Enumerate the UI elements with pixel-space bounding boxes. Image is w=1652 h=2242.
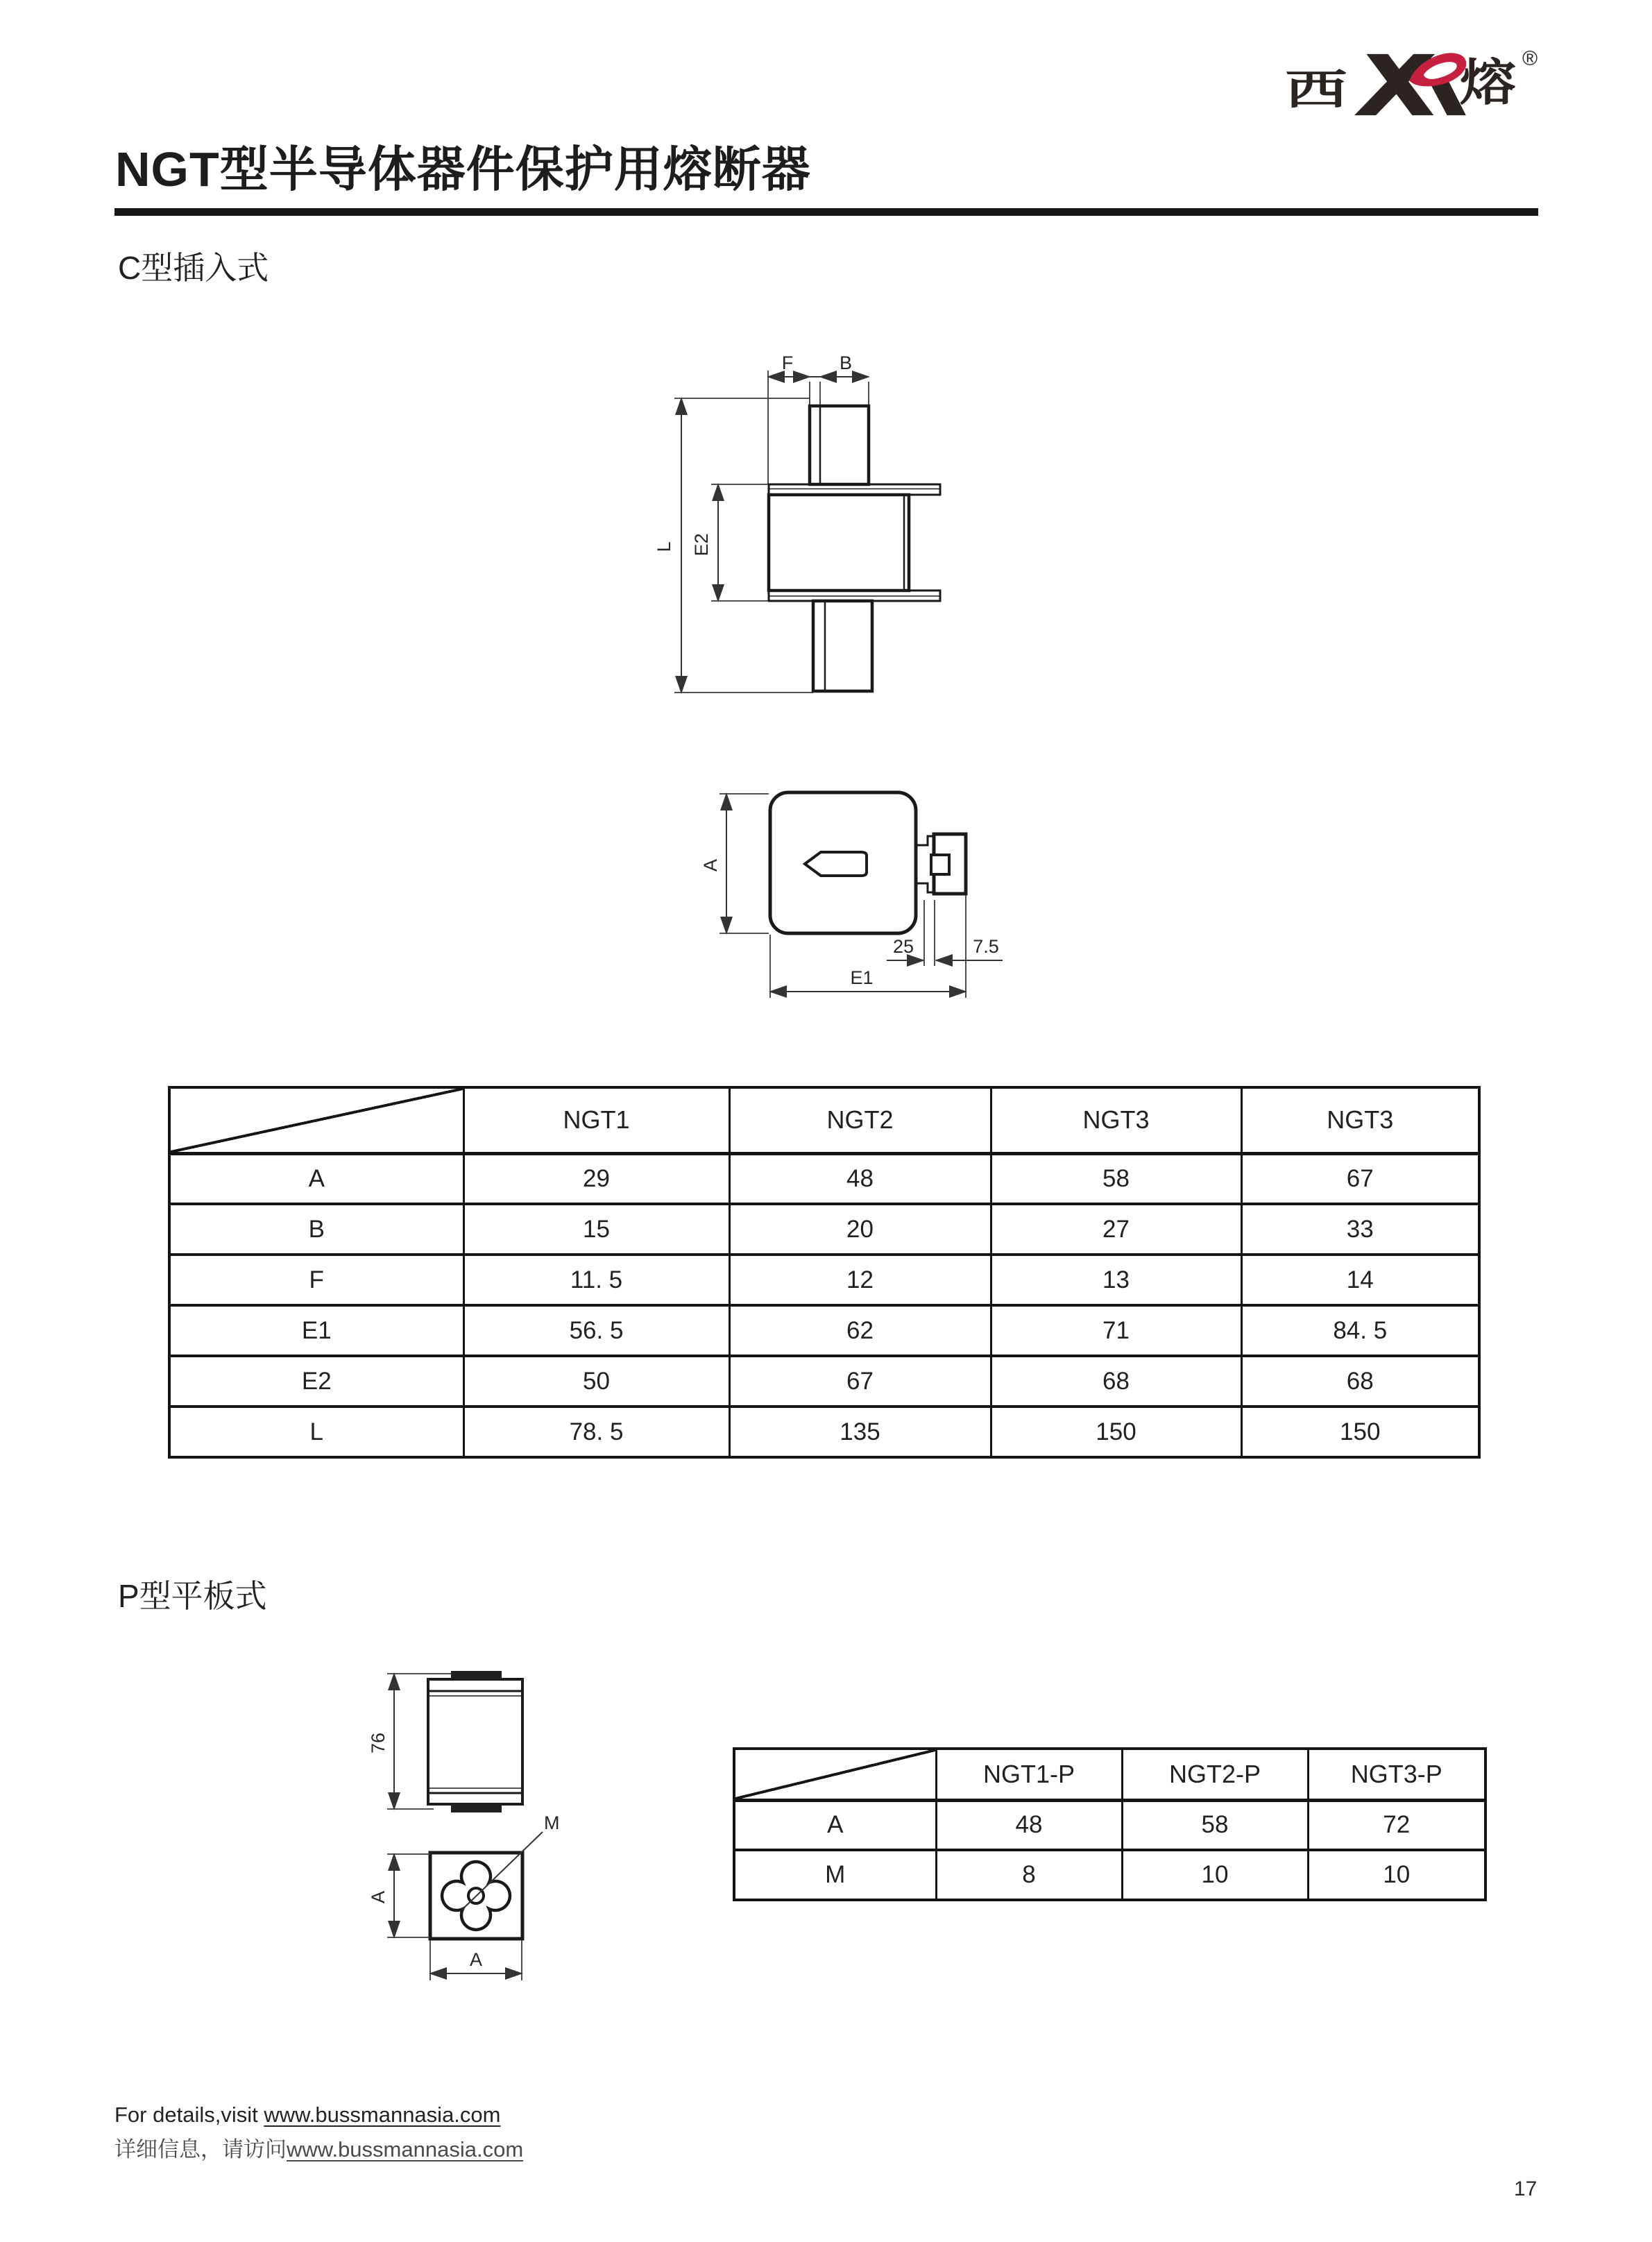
table-cell: 56. 5: [463, 1305, 729, 1356]
table-cell: 84. 5: [1241, 1305, 1479, 1356]
table-cell: 12: [729, 1255, 991, 1305]
table-cell: 33: [1241, 1204, 1479, 1255]
section-heading-p-type: P型平板式: [118, 1578, 267, 1614]
table-cell: 62: [729, 1305, 991, 1356]
page-title: NGT型半导体器件保护用熔断器: [115, 142, 811, 196]
table-cell: 50: [463, 1356, 729, 1407]
table-cell: 72: [1308, 1800, 1485, 1850]
c-type-side-view-drawing: [645, 346, 1006, 706]
table-cell: 68: [1241, 1356, 1479, 1407]
title-underline: [114, 208, 1538, 216]
table-cell: 11. 5: [463, 1255, 729, 1305]
table-cell: 71: [991, 1305, 1241, 1356]
table-cell: 15: [463, 1204, 729, 1255]
dim-label-b: B: [839, 353, 853, 373]
table-cell: 20: [729, 1204, 991, 1255]
page-number: 17: [1514, 2177, 1538, 2200]
dim-label-a: A: [700, 858, 721, 872]
table-cell: 150: [1241, 1407, 1479, 1457]
p-type-dimension-table: [733, 1747, 1487, 1901]
table-row: [169, 1204, 1479, 1255]
footer-en-text: For details,visit: [114, 2103, 264, 2127]
dim-label-l: L: [654, 541, 674, 552]
table-cell: 27: [991, 1204, 1241, 1255]
table-cell: 10: [1122, 1850, 1308, 1900]
dim-label-e1: E1: [850, 967, 874, 988]
table-cell: 150: [991, 1407, 1241, 1457]
table-row: [734, 1850, 1485, 1900]
dim-label-a-bottom: A: [469, 1949, 483, 1970]
column-header-ngt2p: NGT2-P: [1122, 1749, 1308, 1800]
table-row: [734, 1800, 1485, 1850]
table-cell: 68: [991, 1356, 1241, 1407]
table-cell: 67: [729, 1356, 991, 1407]
table-cell: 48: [729, 1153, 991, 1204]
footer-en-link[interactable]: www.bussmannasia.com: [264, 2103, 501, 2127]
table-cell: 58: [1122, 1800, 1308, 1850]
footer-english: [114, 2103, 500, 2128]
table-row: [169, 1407, 1479, 1457]
table-cell: 135: [729, 1407, 991, 1457]
dim-label-e2: E2: [691, 533, 712, 557]
row-label: B: [169, 1204, 463, 1255]
dim-label-25: 25: [892, 936, 914, 957]
footer-cn-text: 详细信息，请访问: [114, 2137, 287, 2162]
column-header-ngt1: NGT1: [463, 1087, 729, 1153]
table-row: [169, 1305, 1479, 1356]
table-corner-cell: [734, 1749, 936, 1800]
xr-monogram-icon: [1352, 53, 1466, 117]
dim-label-f: F: [781, 353, 794, 373]
dim-label-76: 76: [368, 1732, 389, 1754]
section-heading-c-type: C型插入式: [118, 250, 269, 286]
brand-logo: [1285, 47, 1549, 127]
table-cell: 48: [936, 1800, 1122, 1850]
table-row: [169, 1356, 1479, 1407]
c-type-top-view-drawing: [687, 758, 1013, 1004]
footer-chinese: [114, 2132, 523, 2163]
dim-label-a-left: A: [368, 1890, 389, 1904]
column-header-ngt2: NGT2: [729, 1087, 991, 1153]
bottom-terminal-pad: [451, 1804, 502, 1812]
table-cell: 58: [991, 1153, 1241, 1204]
table-cell: 29: [463, 1153, 729, 1204]
c-type-dimension-table: [168, 1086, 1481, 1459]
table-row: [169, 1255, 1479, 1305]
table-row: [169, 1153, 1479, 1204]
row-label: E2: [169, 1356, 463, 1407]
column-header-ngt3p: NGT3-P: [1308, 1749, 1485, 1800]
dim-label-7-5: 7.5: [973, 936, 999, 957]
table-cell: 78. 5: [463, 1407, 729, 1457]
table-cell: 67: [1241, 1153, 1479, 1204]
row-label: E1: [169, 1305, 463, 1356]
column-header-ngt3b: NGT3: [1241, 1087, 1479, 1153]
registered-mark: ®: [1522, 47, 1538, 70]
column-header-ngt3: NGT3: [991, 1087, 1241, 1153]
logo-char-rong: 熔: [1460, 56, 1516, 111]
dim-label-m: M: [544, 1812, 560, 1833]
table-cell: 13: [991, 1255, 1241, 1305]
footer-cn-link[interactable]: www.bussmannasia.com: [287, 2137, 524, 2162]
table-cell: 10: [1308, 1850, 1485, 1900]
table-corner-cell: [169, 1087, 463, 1153]
row-label: A: [734, 1800, 936, 1850]
row-label: L: [169, 1407, 463, 1457]
table-cell: 14: [1241, 1255, 1479, 1305]
row-label: A: [169, 1153, 463, 1204]
column-header-ngt1p: NGT1-P: [936, 1749, 1122, 1800]
logo-char-xi: 西: [1285, 67, 1347, 113]
p-type-drawing: [368, 1660, 597, 1986]
table-cell: 8: [936, 1850, 1122, 1900]
row-label: F: [169, 1255, 463, 1305]
row-label: M: [734, 1850, 936, 1900]
top-terminal-pad: [451, 1671, 502, 1679]
